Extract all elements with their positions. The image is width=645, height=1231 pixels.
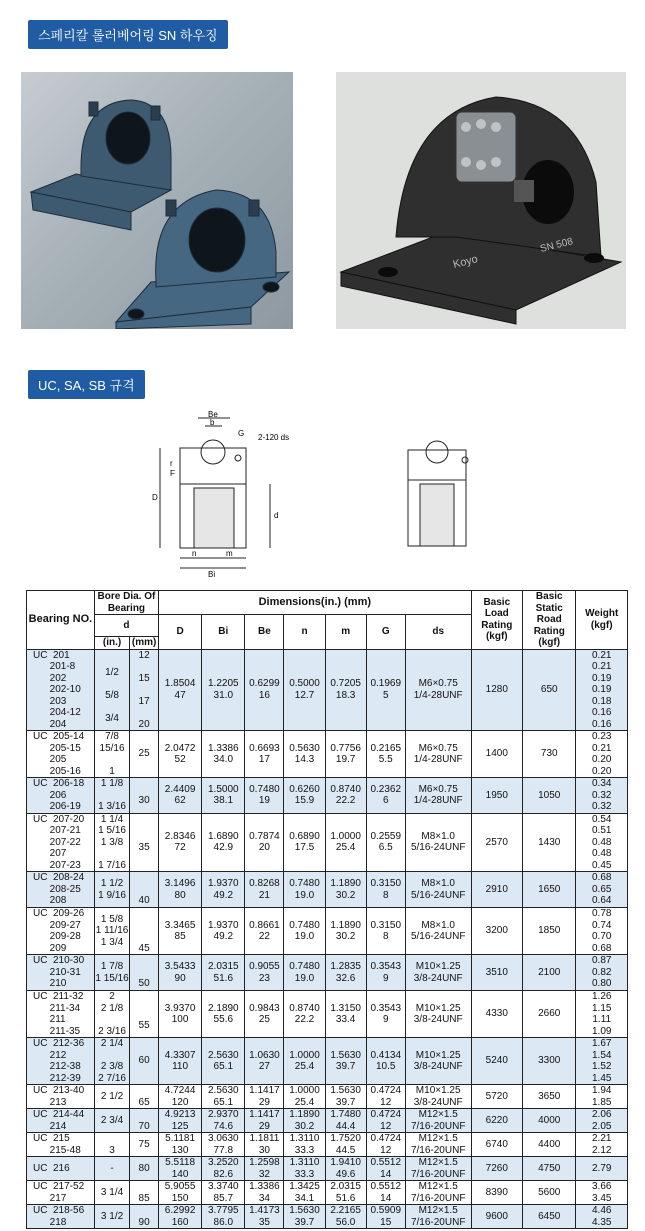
cell-D: 4.9213 125	[159, 1109, 202, 1133]
cell-m: 1.0000 25.4	[325, 813, 366, 872]
table-row	[27, 1205, 628, 1229]
header-Be: Be	[245, 615, 284, 650]
dimension-drawing	[150, 408, 310, 578]
cell-weight: 1.94 1.85	[576, 1085, 628, 1109]
cell-ds: M12×1.5 7/16-20UNF	[405, 1133, 471, 1157]
cell-ds: M10×1.25 3/8-24UNF	[405, 1038, 471, 1085]
cell-mm: 65	[130, 1085, 159, 1109]
cell-ds: M8×1.0 5/16-24UNF	[405, 872, 471, 908]
cell-no: UC 217-52 217	[27, 1181, 95, 1205]
cell-D: 4.3307 110	[159, 1038, 202, 1085]
cell-n: 0.5630 14.3	[284, 731, 325, 778]
cell-static: 1430	[523, 813, 576, 872]
cell-ds: M8×1.0 5/16-24UNF	[405, 908, 471, 955]
cell-weight: 0.23 0.21 0.20 0.20	[576, 731, 628, 778]
cell-ds: M6×0.75 1/4-28UNF	[405, 731, 471, 778]
cell-D: 5.5118 140	[159, 1157, 202, 1181]
cell-Be: 0.9055 23	[245, 955, 284, 991]
header-ds: ds	[405, 615, 471, 650]
cell-m: 2.0315 51.6	[325, 1181, 366, 1205]
table-row	[27, 872, 628, 908]
cell-load: 7260	[471, 1157, 522, 1181]
cell-Bi: 2.9370 74.6	[202, 1109, 245, 1133]
cell-D: 3.5433 90	[159, 955, 202, 991]
header-basic-load: Basic Load Rating (kgf)	[471, 591, 522, 650]
cell-m: 1.2835 32.6	[325, 955, 366, 991]
cell-inch: 7/8 15/16 1	[94, 731, 129, 778]
cell-inch: 1 7/8 1 15/16	[94, 955, 129, 991]
table-row	[27, 1038, 628, 1085]
table-row	[27, 991, 628, 1038]
cell-static: 1050	[523, 778, 576, 814]
cell-G: 0.1969 5	[366, 649, 405, 731]
cell-weight: 3.66 3.45	[576, 1181, 628, 1205]
table-row	[27, 1109, 628, 1133]
cell-static: 2100	[523, 955, 576, 991]
header-G: G	[366, 615, 405, 650]
cell-G: 0.3150 8	[366, 872, 405, 908]
cell-m: 1.9410 49.6	[325, 1157, 366, 1181]
table-row	[27, 1085, 628, 1109]
cell-no: UC 207-20 207-21 207-22 207 207-23	[27, 813, 95, 872]
specification-table	[26, 590, 628, 1229]
cell-n: 0.7480 19.0	[284, 908, 325, 955]
cell-Bi: 1.5000 38.1	[202, 778, 245, 814]
cell-Bi: 3.3740 85.7	[202, 1181, 245, 1205]
cell-Bi: 2.1890 55.6	[202, 991, 245, 1038]
cell-n: 0.7480 19.0	[284, 955, 325, 991]
cell-static: 3650	[523, 1085, 576, 1109]
cell-D: 1.8504 47	[159, 649, 202, 731]
housing-cutaway-photo	[336, 72, 626, 329]
header-weight: Weight (kgf)	[576, 591, 628, 650]
cell-ds: M10×1.25 3/8-24UNF	[405, 1085, 471, 1109]
cell-D: 5.1181 130	[159, 1133, 202, 1157]
label-r: r	[170, 459, 173, 468]
cell-inch: 2 1/2	[94, 1085, 129, 1109]
cell-load: 3200	[471, 908, 522, 955]
cell-mm: 60	[130, 1038, 159, 1085]
cell-load: 8390	[471, 1181, 522, 1205]
cell-inch: 1 1/2 1 9/16	[94, 872, 129, 908]
cell-Bi: 3.0630 77.8	[202, 1133, 245, 1157]
cell-static: 4400	[523, 1133, 576, 1157]
cell-n: 1.0000 25.4	[284, 1085, 325, 1109]
cell-mm: 85	[130, 1181, 159, 1205]
cell-Bi: 1.6890 42.9	[202, 813, 245, 872]
cell-Bi: 3.2520 82.6	[202, 1157, 245, 1181]
header-dimensions: Dimensions(in.) (mm)	[159, 591, 472, 615]
cell-Be: 0.8268 21	[245, 872, 284, 908]
cell-no: UC 210-30 210-31 210	[27, 955, 95, 991]
cell-m: 1.1890 30.2	[325, 908, 366, 955]
cell-Bi: 1.3386 34.0	[202, 731, 245, 778]
housing-section-tag: 스페리칼 롤러베어링 SN 하우징	[28, 20, 228, 49]
cell-mm: 50	[130, 955, 159, 991]
cell-n: 1.0000 25.4	[284, 1038, 325, 1085]
cell-mm: 70	[130, 1109, 159, 1133]
cell-Be: 1.3386 34	[245, 1181, 284, 1205]
cell-Be: 0.7874 20	[245, 813, 284, 872]
cell-Be: 0.7480 19	[245, 778, 284, 814]
cell-ds: M8×1.0 5/16-24UNF	[405, 813, 471, 872]
cell-ds: M10×1.25 3/8-24UNF	[405, 955, 471, 991]
cell-weight: 2.21 2.12	[576, 1133, 628, 1157]
cell-D: 3.1496 80	[159, 872, 202, 908]
cell-Be: 0.6299 16	[245, 649, 284, 731]
cell-G: 0.4134 10.5	[366, 1038, 405, 1085]
cell-load: 2570	[471, 813, 522, 872]
cell-n: 1.3110 33.3	[284, 1133, 325, 1157]
label-m: m	[226, 549, 233, 558]
label-n: n	[192, 549, 197, 558]
cell-Be: 1.1417 29	[245, 1109, 284, 1133]
table-row	[27, 955, 628, 991]
cell-inch: 3 1/4	[94, 1181, 129, 1205]
cell-D: 3.9370 100	[159, 991, 202, 1038]
cell-ds: M12×1.5 7/16-20UNF	[405, 1205, 471, 1229]
table-row	[27, 908, 628, 955]
cell-n: 1.5630 39.7	[284, 1205, 325, 1229]
cell-G: 0.2165 5.5	[366, 731, 405, 778]
cell-D: 6.2992 160	[159, 1205, 202, 1229]
cell-mm: 30	[130, 778, 159, 814]
cell-n: 0.5000 12.7	[284, 649, 325, 731]
cell-G: 0.2362 6	[366, 778, 405, 814]
koyo-brand-text: Koyo	[451, 253, 480, 271]
cell-m: 2.2165 56.0	[325, 1205, 366, 1229]
cell-load: 2910	[471, 872, 522, 908]
cell-G: 0.3150 8	[366, 908, 405, 955]
cell-mm: 90	[130, 1205, 159, 1229]
header-basic-static: Basic Static Road Rating (kgf)	[523, 591, 576, 650]
header-m: m	[325, 615, 366, 650]
cell-m: 1.1890 30.2	[325, 872, 366, 908]
cell-n: 1.1890 30.2	[284, 1109, 325, 1133]
table-row	[27, 1181, 628, 1205]
cell-ds: M6×0.75 1/4-28UNF	[405, 778, 471, 814]
cell-Bi: 2.5630 65.1	[202, 1085, 245, 1109]
cell-no: UC 214-44 214	[27, 1109, 95, 1133]
cell-no: UC 205-14 205-15 205 205-16	[27, 731, 95, 778]
cell-G: 0.5909 15	[366, 1205, 405, 1229]
cell-static: 730	[523, 731, 576, 778]
cell-m: 1.7480 44.4	[325, 1109, 366, 1133]
cell-static: 650	[523, 649, 576, 731]
header-n: n	[284, 615, 325, 650]
cell-inch: 1/2 5/8 3/4	[94, 649, 129, 731]
cell-ds: M12×1.5 7/16-20UNF	[405, 1157, 471, 1181]
cell-load: 1400	[471, 731, 522, 778]
spec-section-tag: UC, SA, SB 규격	[28, 370, 145, 399]
cell-ds: M12×1.5 7/16-20UNF	[405, 1181, 471, 1205]
cell-no: UC 201 201-8 202 202-10 203 204-12 204	[27, 649, 95, 731]
cell-n: 0.6260 15.9	[284, 778, 325, 814]
cell-n: 1.3425 34.1	[284, 1181, 325, 1205]
header-inch: (in.)	[94, 637, 129, 650]
cell-ds: M12×1.5 7/16-20UNF	[405, 1109, 471, 1133]
cell-load: 6220	[471, 1109, 522, 1133]
cell-inch: 1 1/8 1 3/16	[94, 778, 129, 814]
cell-m: 0.7756 19.7	[325, 731, 366, 778]
bearing-side-diagram	[400, 430, 490, 550]
cell-Bi: 2.0315 51.6	[202, 955, 245, 991]
cell-inch: -	[94, 1157, 129, 1181]
cell-Be: 0.6693 17	[245, 731, 284, 778]
cell-Bi: 3.7795 86.0	[202, 1205, 245, 1229]
cell-Bi: 1.9370 49.2	[202, 872, 245, 908]
cell-weight: 0.54 0.51 0.48 0.48 0.45	[576, 813, 628, 872]
cell-Be: 1.1811 30	[245, 1133, 284, 1157]
cell-Be: 1.1417 29	[245, 1085, 284, 1109]
cell-load: 5240	[471, 1038, 522, 1085]
cell-m: 0.7205 18.3	[325, 649, 366, 731]
header-bore: Bore Dia. Of Bearing	[94, 591, 158, 615]
cell-inch: 3 1/2	[94, 1205, 129, 1229]
cell-n: 0.6890 17.5	[284, 813, 325, 872]
cell-Bi: 1.2205 31.0	[202, 649, 245, 731]
cell-weight: 2.06 2.05	[576, 1109, 628, 1133]
cell-weight: 0.87 0.82 0.80	[576, 955, 628, 991]
cell-static: 5600	[523, 1181, 576, 1205]
label-small-d: d	[274, 511, 279, 520]
cell-D: 3.3465 85	[159, 908, 202, 955]
cell-static: 2660	[523, 991, 576, 1038]
cell-no: UC 209-26 209-27 209-28 209	[27, 908, 95, 955]
cell-m: 0.8740 22.2	[325, 778, 366, 814]
cell-weight: 0.34 0.32 0.32	[576, 778, 628, 814]
cell-static: 4000	[523, 1109, 576, 1133]
cell-D: 2.0472 52	[159, 731, 202, 778]
cell-mm: 75	[130, 1133, 159, 1157]
cell-load: 9600	[471, 1205, 522, 1229]
cell-no: UC 218-56 218	[27, 1205, 95, 1229]
cell-no: UC 206-18 206 206-19	[27, 778, 95, 814]
table-row	[27, 1157, 628, 1181]
cell-mm: 12 15 17 20	[130, 649, 159, 731]
table-row	[27, 1133, 628, 1157]
cell-D: 2.8346 72	[159, 813, 202, 872]
cell-inch: 3	[94, 1133, 129, 1157]
table-row	[27, 649, 628, 731]
cell-no: UC 212-36 212 212-38 212-39	[27, 1038, 95, 1085]
cell-m: 1.5630 39.7	[325, 1038, 366, 1085]
cell-inch: 2 3/4	[94, 1109, 129, 1133]
label-2-120-ds: 2-120 ds	[258, 433, 290, 442]
cell-mm: 45	[130, 908, 159, 955]
cell-G: 0.2559 6.5	[366, 813, 405, 872]
cell-G: 0.5512 14	[366, 1181, 405, 1205]
cell-static: 1850	[523, 908, 576, 955]
cell-G: 0.4724 12	[366, 1133, 405, 1157]
label-g: G	[238, 429, 245, 438]
cell-n: 0.7480 19.0	[284, 872, 325, 908]
cell-G: 0.3543 9	[366, 991, 405, 1038]
cell-inch: 1 1/4 1 5/16 1 3/8 1 7/16	[94, 813, 129, 872]
cell-D: 2.4409 62	[159, 778, 202, 814]
cell-ds: M10×1.25 3/8-24UNF	[405, 991, 471, 1038]
cell-inch: 1 5/8 1 11/16 1 3/4	[94, 908, 129, 955]
cell-load: 1950	[471, 778, 522, 814]
bearing-dimension-diagram	[150, 408, 310, 578]
header-d: d	[94, 615, 158, 637]
sn-model-text: SN 508	[539, 236, 575, 255]
table-row	[27, 813, 628, 872]
cell-Be: 0.8661 22	[245, 908, 284, 955]
label-bi: Bi	[208, 570, 216, 578]
table-row	[27, 731, 628, 778]
cell-weight: 0.78 0.74 0.70 0.68	[576, 908, 628, 955]
cell-inch: 2 1/4 2 3/8 2 7/16	[94, 1038, 129, 1085]
cell-static: 6450	[523, 1205, 576, 1229]
cell-weight: 1.26 1.15 1.11 1.09	[576, 991, 628, 1038]
cell-weight: 2.79	[576, 1157, 628, 1181]
cell-Be: 0.9843 25	[245, 991, 284, 1038]
cell-mm: 55	[130, 991, 159, 1038]
cell-mm: 25	[130, 731, 159, 778]
housing-photo-pair	[21, 72, 293, 329]
cell-no: UC 216	[27, 1157, 95, 1181]
cell-inch: 2 2 1/8 2 3/16	[94, 991, 129, 1038]
header-D: D	[159, 615, 202, 650]
cell-m: 1.3150 33.4	[325, 991, 366, 1038]
cell-weight: 0.68 0.65 0.64	[576, 872, 628, 908]
cell-load: 3510	[471, 955, 522, 991]
label-be: Be	[208, 410, 218, 419]
cell-G: 0.3543 9	[366, 955, 405, 991]
side-drawing	[400, 430, 490, 550]
table-row	[27, 778, 628, 814]
cell-no: UC 211-32 211-34 211 211-35	[27, 991, 95, 1038]
cell-load: 1280	[471, 649, 522, 731]
cell-weight: 0.21 0.21 0.19 0.19 0.18 0.16 0.16	[576, 649, 628, 731]
cell-no: UC 215 215-48	[27, 1133, 95, 1157]
housing-pair-illustration	[21, 72, 293, 329]
cell-D: 4.7244 120	[159, 1085, 202, 1109]
header-mm: (mm)	[130, 637, 159, 650]
cell-Bi: 1.9370 49.2	[202, 908, 245, 955]
cell-D: 5.9055 150	[159, 1181, 202, 1205]
cell-load: 6740	[471, 1133, 522, 1157]
cell-weight: 4.46 4.35	[576, 1205, 628, 1229]
cell-load: 4330	[471, 991, 522, 1038]
cell-load: 5720	[471, 1085, 522, 1109]
cell-static: 4750	[523, 1157, 576, 1181]
cell-m: 1.5630 39.7	[325, 1085, 366, 1109]
cell-m: 1.7520 44.5	[325, 1133, 366, 1157]
cell-static: 1650	[523, 872, 576, 908]
cell-Be: 1.2598 32	[245, 1157, 284, 1181]
cell-G: 0.4724 12	[366, 1109, 405, 1133]
cell-no: UC 208-24 208-25 208	[27, 872, 95, 908]
label-f: F	[170, 469, 175, 478]
label-big-d: D	[152, 493, 158, 502]
cell-Be: 1.4173 35	[245, 1205, 284, 1229]
cell-G: 0.4724 12	[366, 1085, 405, 1109]
cell-Bi: 2.5630 65.1	[202, 1038, 245, 1085]
cell-mm: 80	[130, 1157, 159, 1181]
cutaway-housing-illustration	[336, 72, 626, 329]
cell-Be: 1.0630 27	[245, 1038, 284, 1085]
cell-mm: 40	[130, 872, 159, 908]
cell-ds: M6×0.75 1/4-28UNF	[405, 649, 471, 731]
header-Bi: Bi	[202, 615, 245, 650]
header-bearing-no: Bearing NO.	[27, 591, 95, 650]
cell-weight: 1.67 1.54 1.52 1.45	[576, 1038, 628, 1085]
cell-G: 0.5512 14	[366, 1157, 405, 1181]
label-b: b	[210, 418, 215, 427]
cell-n: 0.8740 22.2	[284, 991, 325, 1038]
cell-n: 1.3110 33.3	[284, 1157, 325, 1181]
cell-no: UC 213-40 213	[27, 1085, 95, 1109]
cell-static: 3300	[523, 1038, 576, 1085]
cell-mm: 35	[130, 813, 159, 872]
